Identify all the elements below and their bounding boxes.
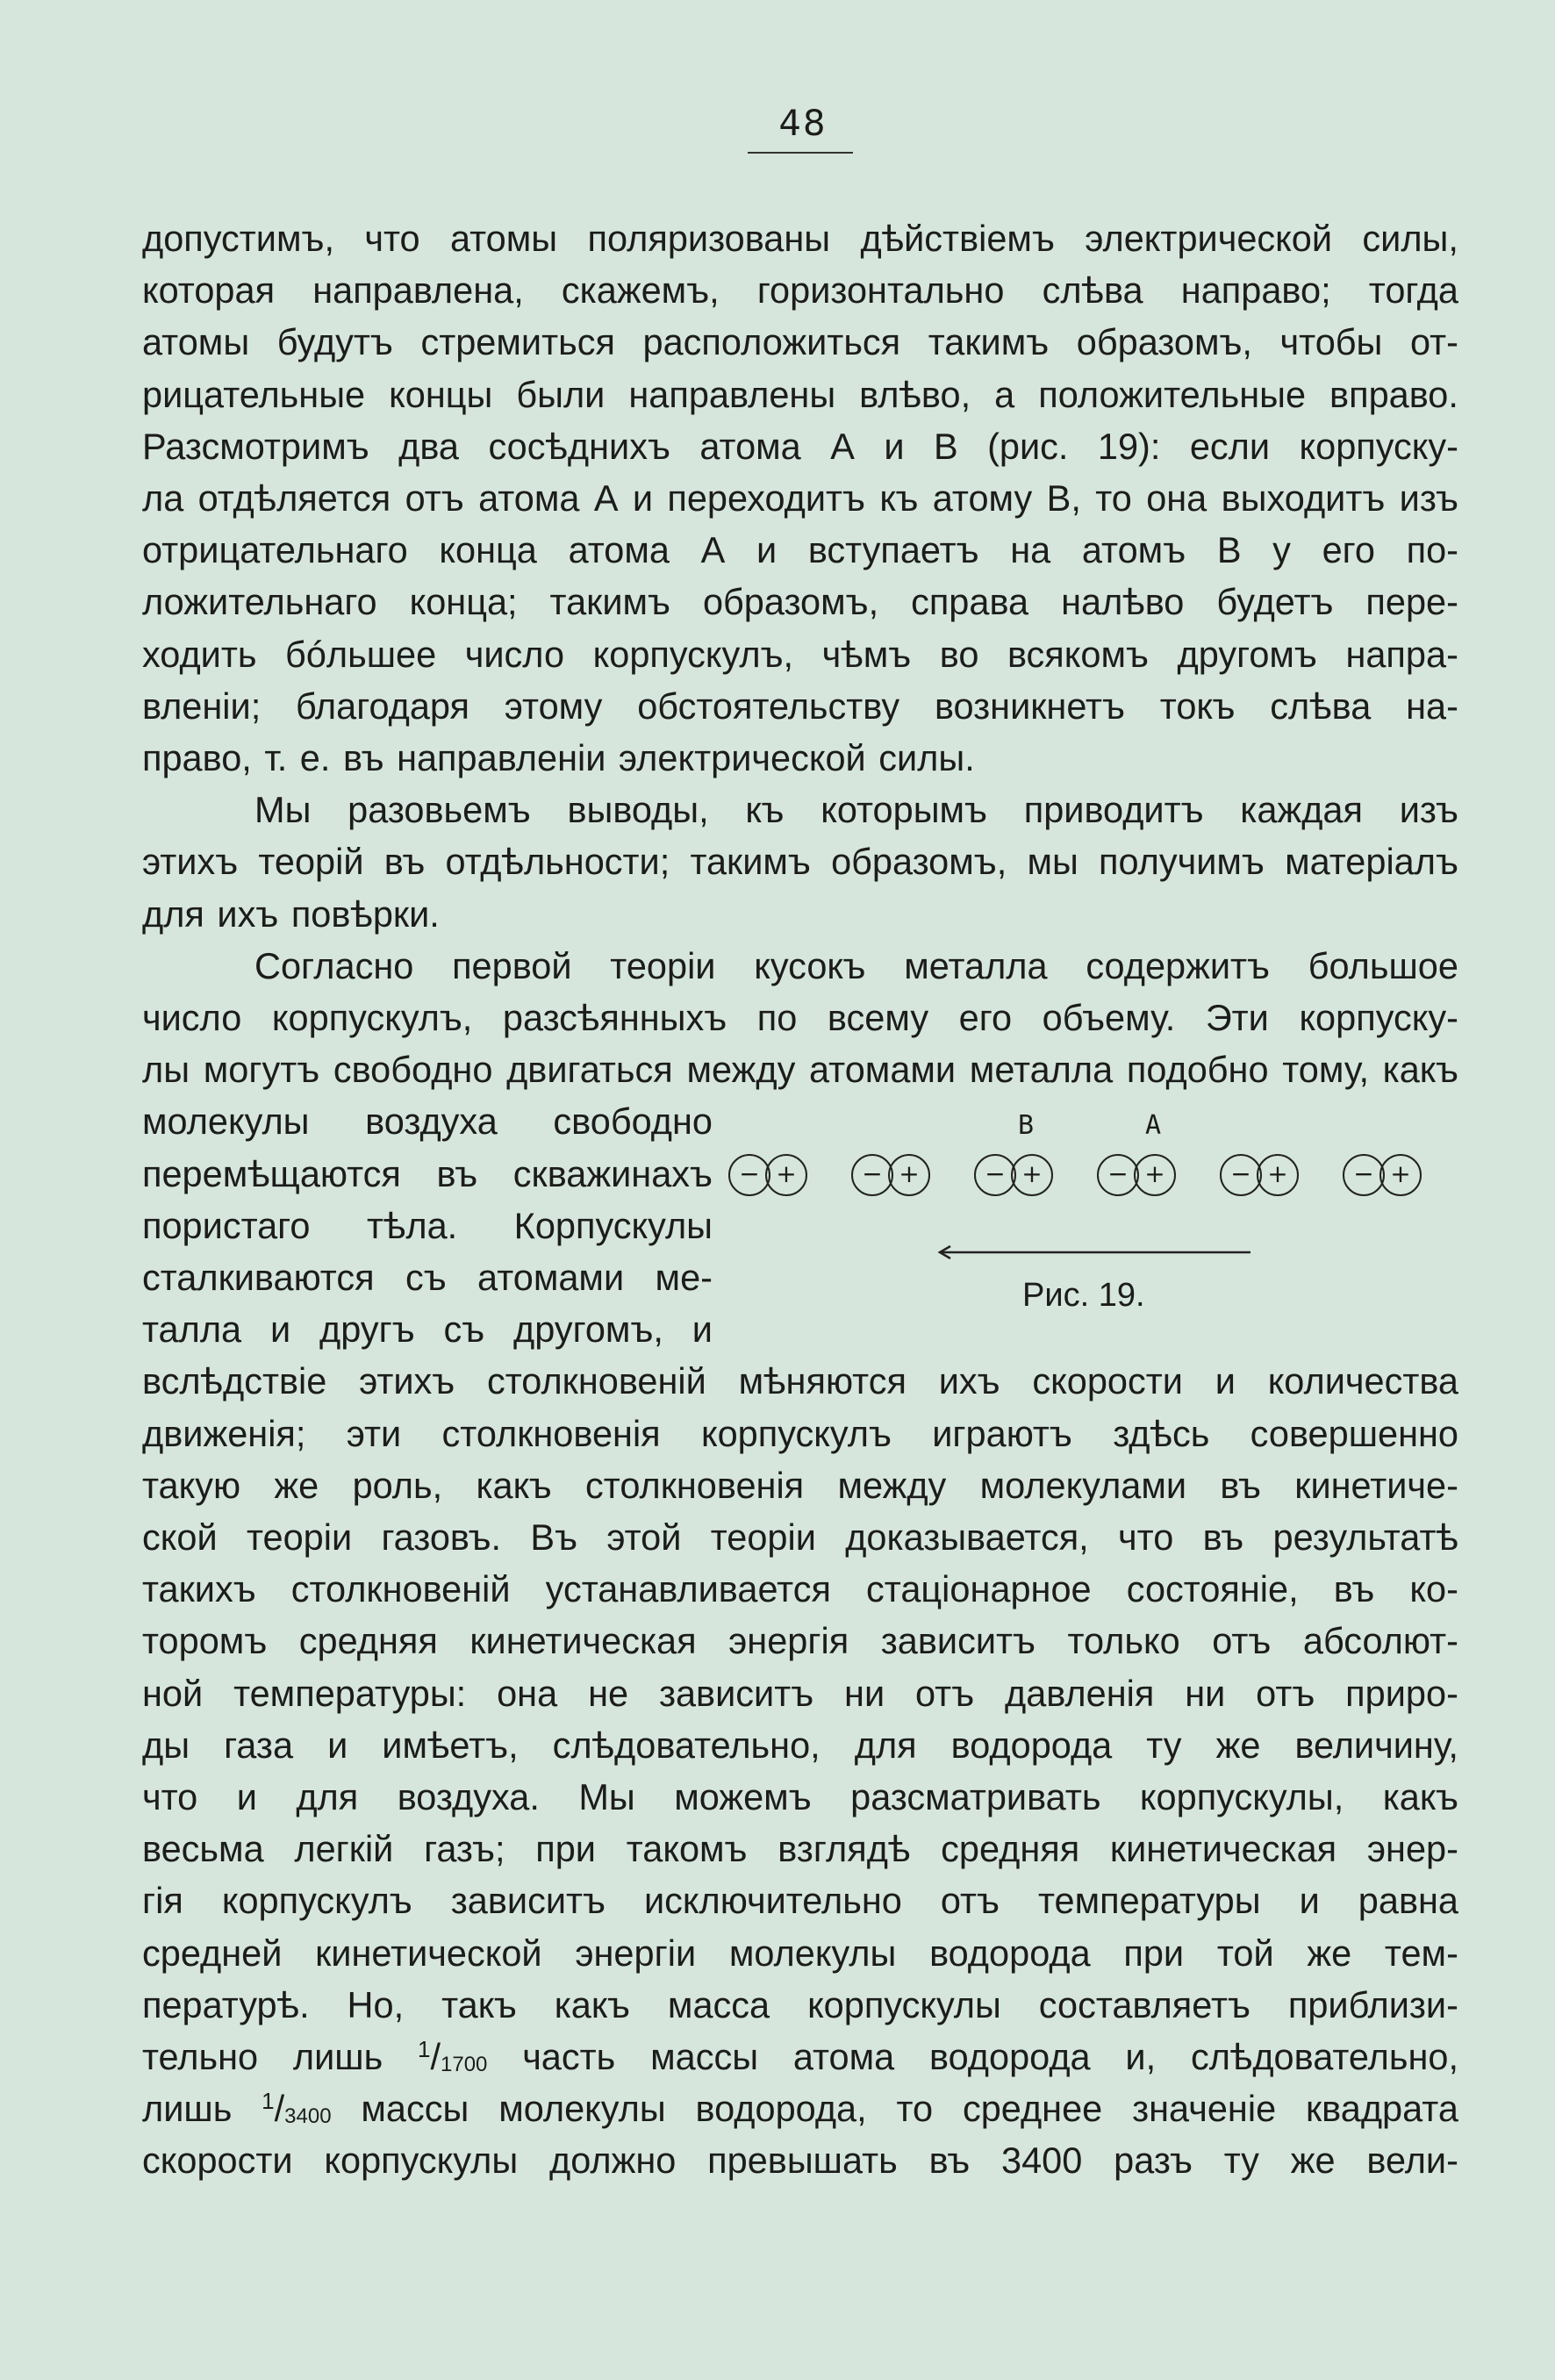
- text-line: весьма легкiй газъ; при такомъ взглядѣ средняя кинетическая энер-: [142, 1828, 1458, 1870]
- atom-dipole: [1220, 1154, 1308, 1196]
- plus-icon: +: [1134, 1154, 1176, 1196]
- text-line: такихъ столкновенiй устанавливается стацiонарное состоянiе, въ ко-: [142, 1568, 1458, 1610]
- text-line: скорости корпускулы должно превышать въ 3400 разъ ту же вели-: [142, 2140, 1458, 2182]
- atom-dipole: [1097, 1154, 1185, 1196]
- text-line: гiя корпускулъ зависитъ исключительно отъ температуры и равна: [142, 1880, 1458, 1922]
- arrow-left-icon: [935, 1244, 1250, 1261]
- text-line: допустимъ, что атомы поляризованы дѣйствiемъ электрической силы,: [142, 218, 1458, 259]
- page-number: 48: [778, 104, 828, 144]
- atom-dipole: [1343, 1154, 1430, 1196]
- text-line: ной температуры: она не зависитъ ни отъ давленiя ни отъ приро-: [142, 1672, 1458, 1714]
- plus-icon: +: [888, 1154, 930, 1196]
- minus-icon: −: [728, 1154, 770, 1196]
- text-line: средней кинетической энергiи молекулы водорода при той же тем-: [142, 1932, 1458, 1974]
- text-line: ходить бóльшее число корпускулъ, чѣмъ во всякомъ другомъ напра-: [142, 633, 1458, 675]
- text-line: атомы будутъ стремиться расположиться такимъ образомъ, чтобы от-: [142, 321, 1458, 363]
- text-line: ской теорiи газовъ. Въ этой теорiи доказывается, что въ результатѣ: [142, 1516, 1458, 1558]
- text-line: отрицательнаго конца атома A и вступаетъ на атомъ B у его по-: [142, 529, 1458, 571]
- text-line: Согласно первой теорiи кусокъ металла содержитъ большое: [254, 944, 1458, 986]
- text-line: ложительнаго конца; такимъ образомъ, справа налѣво будетъ пере-: [142, 581, 1458, 623]
- figure-19: [720, 1110, 1465, 1338]
- minus-icon: −: [1343, 1154, 1385, 1196]
- figure-label-a: A: [1145, 1110, 1162, 1141]
- text-line: пористаго тѣла. Корпускулы: [142, 1204, 713, 1246]
- atom-dipole: [851, 1154, 939, 1196]
- atom-dipole: [974, 1154, 1062, 1196]
- text-line: молекулы воздуха свободно: [142, 1100, 713, 1143]
- text-line: талла и другъ съ другомъ, и: [142, 1308, 713, 1351]
- text-line: вленiи; благодаря этому обстоятельству возникнетъ токъ слѣва на-: [142, 685, 1458, 727]
- text-line: что и для воздуха. Мы можемъ разсматривать корпускулы, какъ: [142, 1776, 1458, 1817]
- text-line: право, т. е. въ направленiи электрической силы.: [142, 737, 975, 778]
- minus-icon: −: [1097, 1154, 1139, 1196]
- plus-icon: +: [1257, 1154, 1299, 1196]
- plus-icon: +: [765, 1154, 807, 1196]
- atom-dipole: [728, 1154, 816, 1196]
- text-line: лишь 1/3400 массы молекулы водорода, то среднее значенiе квадрата: [142, 2082, 1458, 2134]
- fraction: 1/1700: [418, 2036, 488, 2077]
- text-line: перемѣщаются въ скважинахъ: [142, 1152, 713, 1194]
- text-line: такую же роль, какъ столкновенiя между молекулами въ кинетиче-: [142, 1464, 1458, 1506]
- plus-icon: +: [1011, 1154, 1053, 1196]
- fraction: 1/3400: [262, 2088, 332, 2130]
- text-line: рицательные концы были направлены влѣво, а положительные вправо.: [142, 373, 1458, 415]
- text-line: пературѣ. Но, такъ какъ масса корпускулы составляетъ приблизи-: [142, 1983, 1458, 2025]
- minus-icon: −: [974, 1154, 1016, 1196]
- figure-caption: Рис. 19.: [1022, 1277, 1145, 1314]
- text-line: сталкиваются съ атомами ме-: [142, 1257, 713, 1298]
- text-line: ла отдѣляется отъ атома A и переходитъ къ атому B, то она выходитъ изъ: [142, 477, 1458, 519]
- minus-icon: −: [851, 1154, 893, 1196]
- text-line: которая направлена, скажемъ, горизонтально слѣва направо; тогда: [142, 269, 1458, 312]
- page-number-rule: [748, 152, 853, 154]
- text-line: торомъ средняя кинетическая энергiя зависитъ только отъ абсолют-: [142, 1620, 1458, 1662]
- text-line: лы могутъ свободно двигаться между атомами металла подобно тому, какъ: [142, 1049, 1458, 1091]
- text-line: Разсмотримъ два сосѣднихъ атома A и B (рис. 19): если корпуску-: [142, 425, 1458, 467]
- text-line: ды газа и имѣетъ, слѣдовательно, для водорода ту же величину,: [142, 1724, 1458, 1766]
- minus-icon: −: [1220, 1154, 1262, 1196]
- figure-label-b: B: [1018, 1110, 1035, 1141]
- text-line: тельно лишь 1/1700 часть массы атома водорода и, слѣдовательно,: [142, 2031, 1458, 2082]
- text-line: число корпускулъ, разсѣянныхъ по всему его объему. Эти корпуску-: [142, 997, 1458, 1038]
- text-line: движенiя; эти столкновенiя корпускулъ играютъ здѣсь совершенно: [142, 1412, 1458, 1454]
- plus-icon: +: [1379, 1154, 1422, 1196]
- text-line: вслѣдствiе этихъ столкновенiй мѣняются ихъ скорости и количества: [142, 1360, 1458, 1402]
- text-line: этихъ теорiй въ отдѣльности; такимъ образомъ, мы получимъ матерiалъ: [142, 841, 1458, 883]
- text-line: Мы разовьемъ выводы, къ которымъ приводитъ каждая изъ: [254, 789, 1458, 831]
- text-line: для ихъ повѣрки.: [142, 892, 440, 935]
